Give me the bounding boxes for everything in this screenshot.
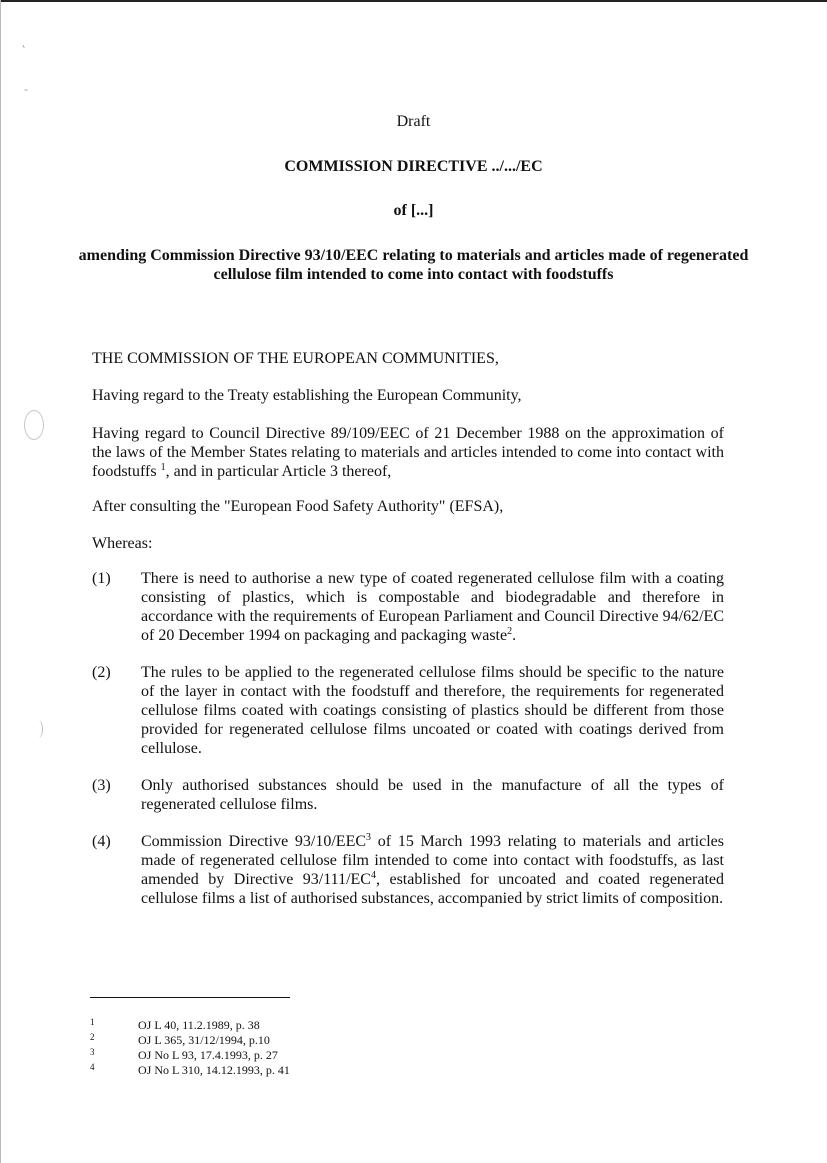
preamble-treaty: Having regard to the Treaty establishing the European Community,: [92, 387, 522, 404]
footnote-text: OJ No L 93, 17.4.1993, p. 27: [138, 1048, 278, 1062]
document-date: of [...]: [393, 202, 434, 219]
recital-text: The rules to be applied to the regenerated cellulose films should be specific to the nature of the layer in contact with the foodstuff and therefore, the requirements for regenerated cellulose films coated with coatings consisting of plastics should be different from those provided for regenerated cellulose films uncoated or coated with coatings derived from cellulose.: [141, 664, 724, 757]
footnote-ref: 4: [370, 870, 376, 881]
scan-speck: -: [24, 82, 28, 96]
footnote-number: 4: [90, 1062, 95, 1072]
preamble-efsa: After consulting the "European Food Safety Authority" (EFSA),: [92, 498, 504, 515]
page-top-edge: [0, 0, 827, 2]
document-subtitle: amending Commission Directive 93/10/EEC relating to materials and articles made of regenerated cellulose film intended to come into contact with foodstuffs: [78, 247, 749, 283]
recital-number: (3): [92, 777, 111, 794]
footnote-divider: [90, 997, 290, 998]
recital-text-part: There is need to authorise a new type of coated regenerated cellulose film with a coating consisting of plastics, which is compostable and biodegradable and therefore in accordance with the requirements of European Parliament and Council Directive 94/62/EC of 20 December 1994 on packaging and packaging waste: [141, 570, 724, 644]
footnote-ref: 2: [507, 626, 513, 637]
document-title: COMMISSION DIRECTIVE ../.../EC: [284, 158, 543, 175]
recital-text-part: of 15 March 1993 relating to materials and articles made of regenerated cellulose film intended to come into contact with foodstuffs, as last amended by Directive 93/111/EC: [141, 833, 724, 888]
footnote-number: 3: [90, 1047, 95, 1057]
footnote-ref: 3: [366, 832, 372, 843]
preamble-council-directive: [92, 424, 724, 481]
preamble-council-text-end: , and in particular Article 3 thereof,: [165, 463, 392, 480]
footnote-ref: 1: [160, 462, 166, 473]
footnote-number: 2: [90, 1032, 95, 1042]
recital-number: (4): [92, 833, 111, 850]
footnote-number: 1: [90, 1017, 95, 1027]
punch-hole-mark: [24, 410, 44, 440]
footnote-text: OJ No L 310, 14.12.1993, p. 41: [138, 1063, 290, 1077]
preamble-commission: THE COMMISSION OF THE EUROPEAN COMMUNITIES,: [92, 350, 499, 367]
recital-number: (1): [92, 570, 111, 587]
recital-text-end: .: [512, 627, 517, 644]
scan-mark: [34, 720, 43, 738]
recital-text: [141, 832, 724, 908]
preamble-whereas: Whereas:: [92, 535, 153, 552]
recital-text-part: Commission Directive 93/10/EEC: [141, 833, 367, 850]
recital-text-end: , established for uncoated and coated regenerated cellulose films a list of authorised substances, accompanied by strict limits of composition.: [141, 871, 725, 907]
recital-text: [141, 569, 724, 645]
preamble-council-text: Having regard to Council Directive 89/109/EEC of 21 December 1988 on the approximation of the laws of the Member States relating to materials and articles intended to come into contact with foodstuffs: [92, 425, 724, 480]
footnote-text: OJ L 40, 11.2.1989, p. 38: [138, 1018, 260, 1032]
scan-speck: ˛: [22, 34, 26, 48]
recital-number: (2): [92, 664, 111, 681]
recital-text: Only authorised substances should be used in the manufacture of all the types of regenerated cellulose films.: [141, 777, 724, 813]
draft-label: Draft: [396, 113, 431, 130]
footnote-text: OJ L 365, 31/12/1994, p.10: [138, 1033, 270, 1047]
